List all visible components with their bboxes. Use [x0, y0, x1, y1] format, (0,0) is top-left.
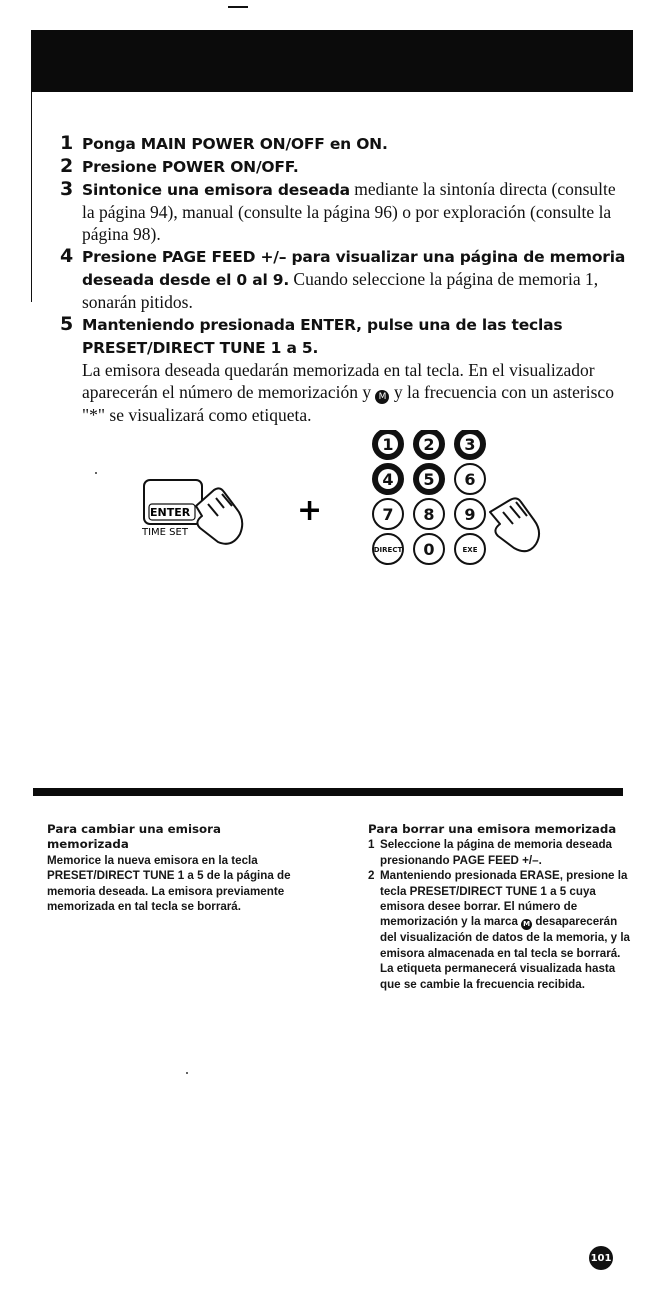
key-label: EXE [462, 546, 478, 554]
key-7-icon [373, 499, 403, 529]
left-note-title: Para cambiar una emisora memorizada [47, 822, 221, 852]
step-number: 1 [60, 132, 74, 154]
button-illustration [0, 430, 661, 590]
key-label: 7 [382, 505, 394, 524]
key-label: 1 [382, 435, 394, 454]
top-mark [228, 6, 248, 8]
key-2-icon [414, 430, 444, 459]
key-label: 4 [382, 470, 394, 489]
key-label: 6 [464, 470, 476, 489]
key-label: 3 [464, 435, 476, 454]
right-note-title: Para borrar una emisora memorizada [368, 822, 617, 836]
page-number-badge: 101 [589, 1246, 613, 1270]
right-note [368, 822, 630, 992]
key-label: 0 [423, 540, 435, 559]
key-exe-icon [455, 534, 485, 564]
key-direct-icon [373, 534, 403, 564]
item-number: 1 [368, 838, 375, 852]
step-heading: Ponga MAIN POWER ON/OFF en ON. [82, 135, 388, 153]
key-label: 5 [423, 470, 435, 489]
item-text [380, 868, 630, 992]
item-text: Seleccione la página de memoria deseada presionando PAGE FEED +/–. [380, 838, 612, 867]
item-number: 2 [368, 869, 375, 883]
header-bar [31, 30, 633, 92]
memory-mark-icon: M [375, 390, 389, 404]
steps-list [60, 132, 630, 426]
key-label: DIRECT [373, 546, 403, 554]
key-5-icon [414, 464, 444, 494]
step-number: 2 [60, 155, 74, 177]
key-1-icon [373, 430, 403, 459]
list-item [368, 868, 630, 992]
key-label: 2 [423, 435, 435, 454]
scan-dot [95, 472, 97, 474]
step-heading: Sintonice una emisora deseada [82, 181, 350, 199]
step-4 [60, 245, 630, 313]
time-set-label: TIME SET [142, 527, 188, 538]
step-heading: Presione PAGE FEED +/– para visualizar una página de memoria deseada desde el 0 al 9. [82, 248, 626, 289]
step-5 [60, 313, 630, 426]
key-9-icon [455, 499, 485, 529]
list-item [368, 837, 630, 868]
step-text: mediante la sintonía directa (consulte la página 94), manual (consulte la página 96) o por exploración (consulte la página 98). [82, 179, 616, 244]
item-text-b: desaparecerán del visualización de datos de la memoria, y la emisora almacenada en tal tecla se borrará. La etiqueta permanecerá visualizada hasta que se cambie la frecuencia recibida. [380, 915, 631, 991]
scan-dot [186, 1072, 188, 1074]
key-6-icon [455, 464, 485, 494]
step-text: La emisora deseada quedarán memorizada en tal tecla. En el visualizador aparecerán el número de memorización y [82, 360, 595, 402]
key-3-icon [455, 430, 485, 459]
left-note-body: Memorice la nueva emisora en la tecla PRESET/DIRECT TUNE 1 a 5 de la página de memoria deseada. La emisora previamente memorizada en tal tecla se borrará. [47, 853, 291, 914]
plus-sign: + [297, 493, 323, 528]
item-text-a: Manteniendo presionada ERASE, presione la tecla PRESET/DIRECT TUNE 1 a 5 cuya emisora desee borrar. El número de memorización y la marca [380, 869, 628, 929]
step-text: y la frecuencia con un asterisco "*" se visualizará como etiqueta. [82, 382, 614, 425]
step-number: 3 [60, 178, 74, 200]
step-1 [60, 132, 630, 155]
step-heading: Manteniendo presionada ENTER, pulse una de las teclas PRESET/DIRECT TUNE 1 a 5. [82, 316, 563, 357]
step-3 [60, 178, 630, 245]
step-heading: Presione POWER ON/OFF. [82, 158, 299, 176]
left-note [47, 822, 295, 914]
enter-key-label: ENTER [150, 506, 191, 519]
step-number: 5 [60, 313, 74, 335]
key-8-icon [414, 499, 444, 529]
key-4-icon [373, 464, 403, 494]
step-text: Cuando seleccione la página de memoria 1, sonarán pitidos. [82, 269, 599, 312]
step-2 [60, 155, 630, 178]
step-number: 4 [60, 245, 74, 267]
key-label: 8 [423, 505, 435, 524]
side-rule [31, 92, 32, 302]
key-label: 9 [464, 505, 476, 524]
step-5-body [82, 359, 630, 426]
memory-mark-icon: M [521, 919, 532, 930]
section-divider [33, 788, 623, 796]
key-0-icon [414, 534, 444, 564]
